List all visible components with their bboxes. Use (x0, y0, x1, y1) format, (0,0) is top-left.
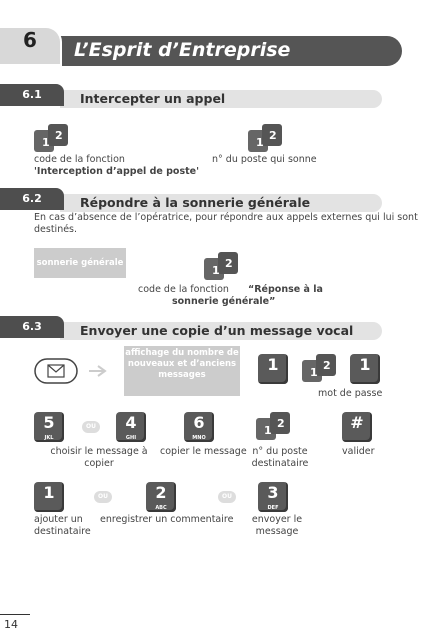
function-keys-icon (248, 124, 284, 152)
section-number: 6.3 (22, 320, 42, 333)
message-key-icon (34, 358, 78, 384)
key-letters: GHI (125, 435, 137, 441)
message-count-display (124, 346, 240, 396)
chapter-title: L’Esprit d’Entreprise (74, 39, 291, 61)
key-digit: 4 (125, 413, 137, 432)
label-line: destinataire (34, 526, 91, 537)
key-digit: 1 (267, 355, 279, 374)
code-name: sonnerie générale” (172, 296, 276, 307)
code-name: “Réponse à la (248, 284, 323, 295)
key-digit: 6 (193, 413, 205, 432)
key-digit: 3 (267, 483, 279, 502)
arrow-right-icon (88, 364, 108, 378)
code-label: code de la fonction (34, 154, 125, 165)
intro-text-line: En cas d’absence de l’opératrice, pour répondre aux appels externes qui lui sont (34, 212, 418, 223)
validate-label: valider (342, 446, 375, 457)
key-digit: # (350, 413, 364, 432)
svg-text:1: 1 (264, 424, 272, 437)
display-line: nouveaux et d’anciens (127, 359, 237, 369)
svg-text:1: 1 (256, 136, 264, 149)
key-letters: JKL (44, 435, 54, 441)
key-digit: 2 (155, 483, 167, 502)
svg-text:2: 2 (277, 417, 285, 430)
section-number: 6.2 (22, 192, 42, 205)
key-5[interactable] (34, 412, 64, 442)
label-line: message (255, 526, 299, 537)
key-1[interactable] (350, 354, 380, 384)
general-ringing-button[interactable]: sonnerie générale (34, 248, 126, 278)
svg-text:1: 1 (310, 366, 318, 379)
key-3[interactable] (258, 482, 288, 512)
function-keys-icon (302, 354, 338, 382)
key-digit: 5 (43, 413, 55, 432)
key-digit: 1 (359, 355, 371, 374)
function-keys-icon (256, 412, 292, 440)
section-number: 6.1 (22, 88, 42, 101)
svg-text:2: 2 (55, 129, 63, 142)
svg-text:1: 1 (42, 136, 50, 149)
display-line: affichage du nombre de (125, 348, 239, 358)
svg-text:2: 2 (225, 257, 233, 270)
key-1[interactable] (34, 482, 64, 512)
send-message-label (250, 514, 304, 538)
page-number-rule (0, 614, 30, 615)
label-line: n° du poste (252, 446, 308, 457)
or-badge: OU (218, 491, 236, 503)
copy-message-label: copier le message (160, 446, 247, 457)
or-badge: OU (82, 421, 100, 433)
key-6[interactable] (184, 412, 214, 442)
code-name: 'Interception d’appel de poste' (34, 166, 199, 177)
section-title: Intercepter un appel (80, 91, 226, 106)
key-2[interactable] (146, 482, 176, 512)
key-letters: MNO (192, 435, 206, 441)
password-label: mot de passe (318, 388, 383, 399)
post-label: n° du poste qui sonne (212, 154, 317, 165)
label-line: ajouter un (34, 514, 83, 525)
svg-text:2: 2 (269, 129, 277, 142)
key-digit: 1 (43, 483, 55, 502)
page-number: 14 (4, 618, 18, 631)
svg-text:1: 1 (212, 264, 220, 277)
record-comment-label: enregistrer un commentaire (100, 514, 234, 525)
code-label: code de la fonction (138, 284, 229, 295)
hash-key[interactable] (342, 412, 372, 442)
add-recipient-label (34, 514, 91, 538)
label-line: choisir le message à (50, 446, 148, 457)
label-line: destinataire (251, 458, 309, 469)
function-keys-icon (34, 124, 70, 152)
choose-message-label (34, 446, 164, 470)
key-1[interactable] (258, 354, 288, 384)
function-keys-icon (204, 252, 240, 280)
section-title: Répondre à la sonnerie générale (80, 195, 311, 210)
svg-text:2: 2 (323, 359, 331, 372)
destination-label (248, 446, 312, 470)
key-4[interactable] (116, 412, 146, 442)
key-letters: ABC (155, 505, 167, 511)
display-line: messages (158, 370, 206, 380)
key-letters: DEF (267, 505, 279, 511)
label-line: envoyer le (251, 514, 303, 525)
chapter-number: 6 (23, 28, 37, 52)
or-badge: OU (94, 491, 112, 503)
label-line: copier (84, 458, 114, 469)
intro-text-line: destinés. (34, 224, 78, 235)
section-title: Envoyer une copie d’un message vocal (80, 323, 354, 338)
